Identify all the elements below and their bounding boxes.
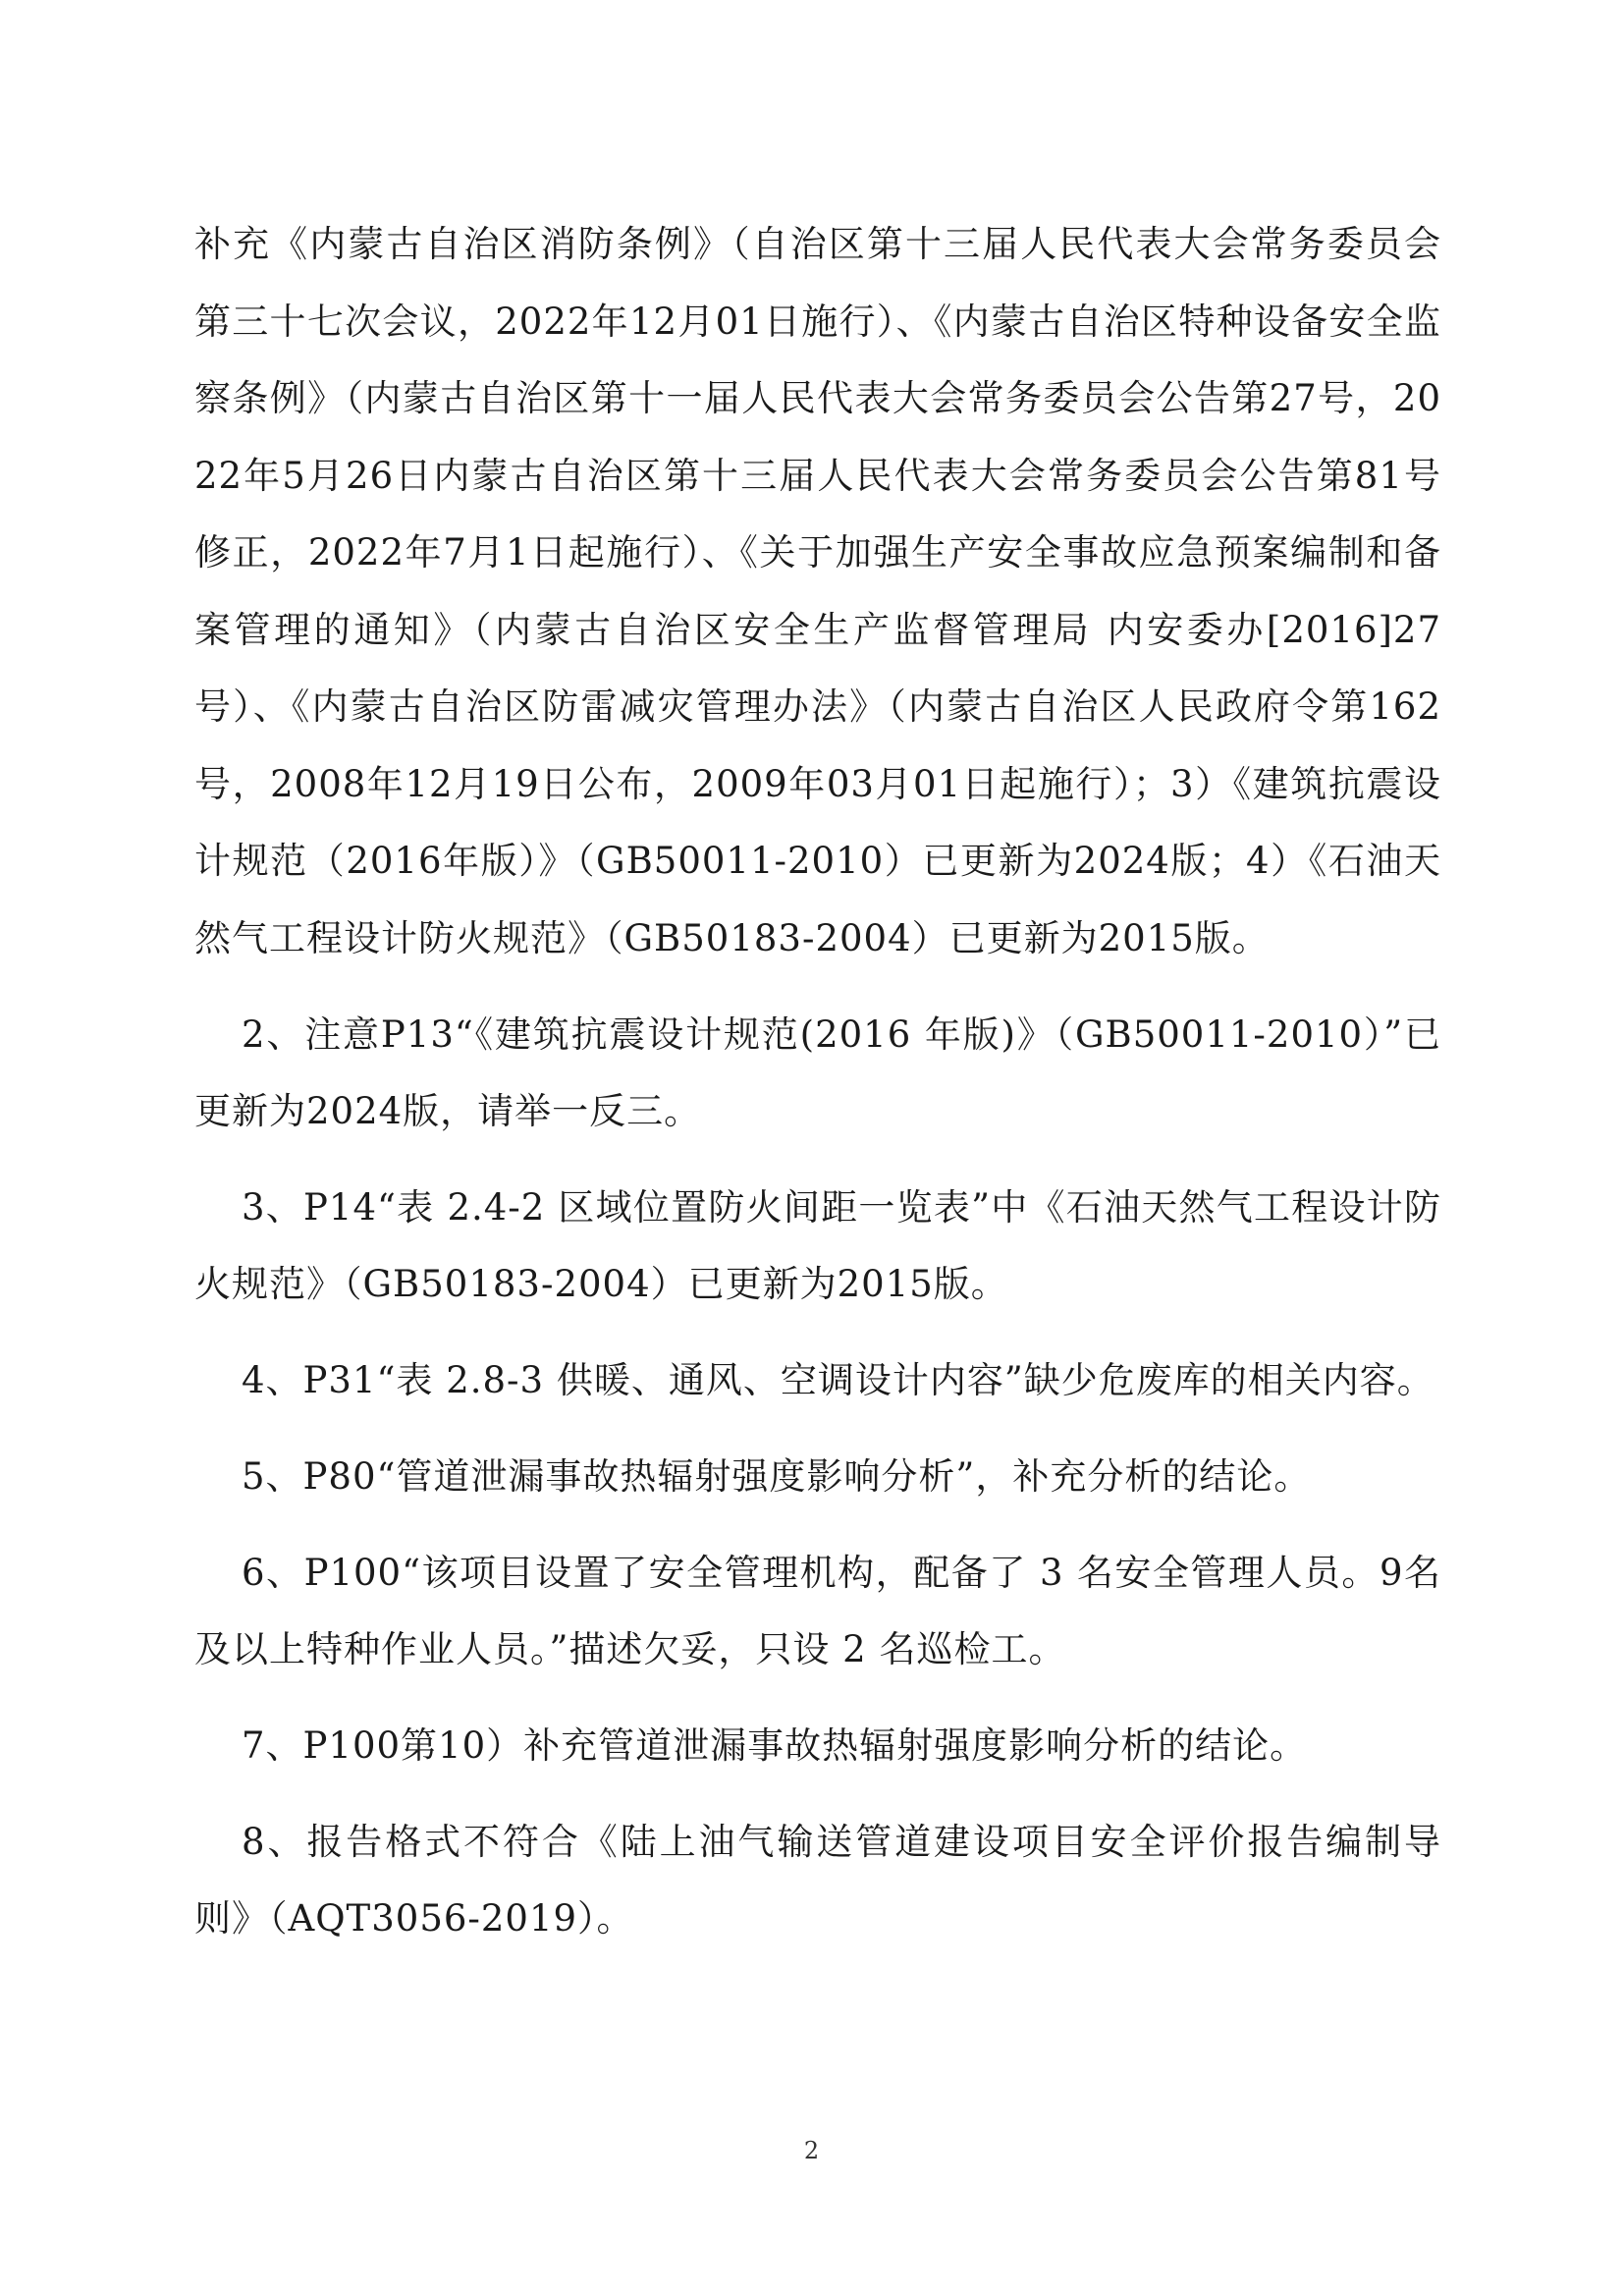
paragraph-item-7: 7、P100第10）补充管道泄漏事故热辐射强度影响分析的结论。	[242, 1724, 1308, 1767]
paragraph-item-8: 8、报告格式不符合《陆上油气输送管道建设项目安全评价报告编制导则》（AQT3056-2019）。	[194, 1821, 1441, 1940]
paragraph-item-6: 6、P100“该项目设置了安全管理机构，配备了 3 名安全管理人员。9名及以上特种作业人员。”描述欠妥，只设 2 名巡检工。	[194, 1552, 1441, 1670]
page-number: 2	[803, 2137, 820, 2164]
paragraph-item-4: 4、P31“表 2.8-3 供暖、通风、空调设计内容”缺少危废库的相关内容。	[242, 1359, 1434, 1401]
paragraph-item-3: 3、P14“表 2.4-2 区域位置防火间距一览表”中《石油天然气工程设计防火规范》（GB50183-2004）已更新为2015版。	[194, 1186, 1441, 1305]
paragraph-continuation: 补充《内蒙古自治区消防条例》（自治区第十三届人民代表大会常务委员会第三十七次会议，2022年12月01日施行）、《内蒙古自治区特种设备安全监察条例》（内蒙古自治区第十一届人民代表大会常务委员会公告第27号，2022年5月26日内蒙古自治区第十三届人民代表大会常务委员会公告第81号修正，2022年7月1日起施行）、《关于加强生产安全事故应急预案编制和备案管理的通知》（内蒙古自治区安全生产监督管理局 内安委办[2016]27号）、《内蒙古自治区防雷减灾管理办法》（内蒙古自治区人民政府令第162号，2008年12月19日公布，2009年03月01日起施行）；3）《建筑抗震设计规范（2016年版）》（GB50011-2010）已更新为2024版；4）《石油天然气工程设计防火规范》（GB50183-2004）已更新为2015版。	[194, 223, 1442, 959]
paragraph-item-5: 5、P80“管道泄漏事故热辐射强度影响分析”，补充分析的结论。	[242, 1455, 1312, 1498]
document-body	[194, 206, 1441, 1957]
paragraph-item-2: 2、注意P13“《建筑抗震设计规范(2016 年版)》（GB50011-2010）”已更新为2024版，请举一反三。	[194, 1013, 1441, 1132]
